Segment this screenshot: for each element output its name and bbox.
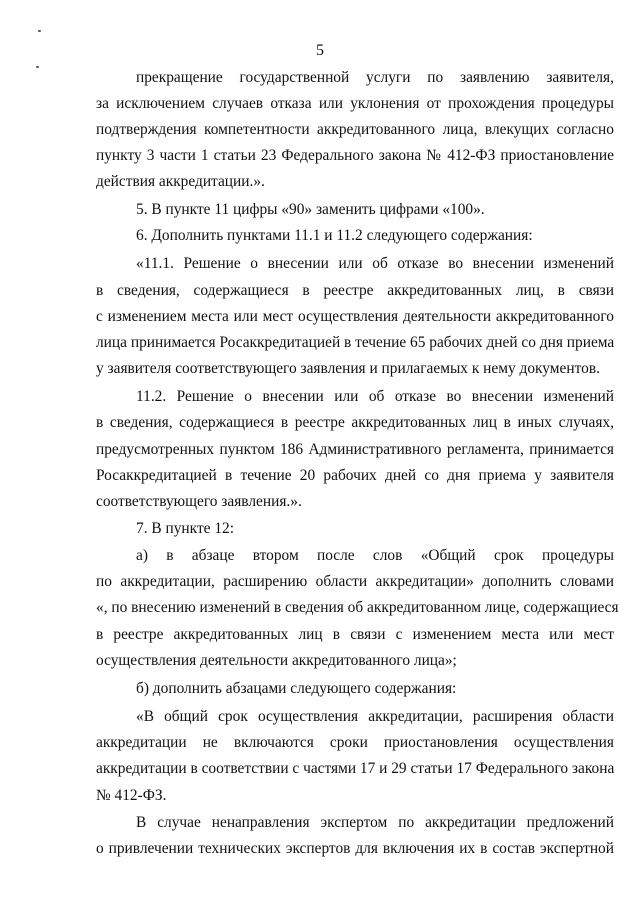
text-line: соответствующего заявления.». [96,493,302,510]
text-line: в сведения, содержащиеся в реестре аккредитованных лиц в иных случаях, [96,414,614,431]
text-line: у заявителя соответствующего заявления и прилагаемых к нему документов. [96,360,600,377]
text-line: осуществления деятельности аккредитованного лица»; [96,652,457,669]
text-line: действия аккредитации.». [96,173,265,190]
text-line: Росаккредитацией в течение 20 рабочих дней со дня приема у заявителя [96,467,614,484]
text-line: В случае ненаправления экспертом по аккредитации предложений [136,814,614,831]
text-line: а) в абзаце втором после слов «Общий срок процедуры [136,547,614,564]
scan-speck [36,66,39,68]
text-line: о привлечении технических экспертов для включения их в состав экспертной [96,840,614,857]
text-line: 5. В пункте 11 цифры «90» заменить цифрами «100». [136,201,485,218]
text-line: за исключением случаев отказа или уклонения от прохождения процедуры [96,95,614,112]
text-line: «В общий срок осуществления аккредитации, расширения области [136,708,614,725]
text-line: «, по внесению изменений в сведения об аккредитованном лице, содержащиеся [96,599,619,616]
text-line: в реестре аккредитованных лиц в связи с изменением места или мест [96,626,614,643]
text-line: 11.2. Решение о внесении или об отказе во внесении изменений [136,388,614,405]
text-line: предусмотренных пунктом 186 Административного регламента, принимается [96,441,614,458]
text-line: по аккредитации, расширению области аккредитации» дополнить словами [96,573,614,590]
text-line: 6. Дополнить пунктами 11.1 и 11.2 следующего содержания: [136,227,533,244]
text-line: аккредитации не включаются сроки приостановления осуществления [96,734,614,751]
text-line: лица принимается Росаккредитацией в течение 65 рабочих дней со дня приема [96,334,615,351]
text-line: № 412-ФЗ. [96,787,167,804]
text-line: аккредитации в соответствии с частями 17 и 29 статьи 17 Федерального закона [96,760,615,777]
page-number: 5 [316,42,324,59]
text-line: с изменением места или мест осуществления деятельности аккредитованного [96,308,614,325]
scan-speck [38,30,41,32]
text-line: подтверждения компетентности аккредитованного лица, влекущих согласно [96,121,614,138]
text-line: «11.1. Решение о внесении или об отказе во внесении изменений [136,255,614,272]
text-line: 7. В пункте 12: [136,520,235,537]
text-line: в сведения, содержащиеся в реестре аккредитованных лиц, в связи [96,282,614,299]
text-line: пункту 3 части 1 статьи 23 Федерального закона № 412-ФЗ приостановление [96,147,614,164]
text-line: б) дополнить абзацами следующего содержания: [136,680,457,697]
text-line: прекращение государственной услуги по заявлению заявителя, [136,69,614,86]
